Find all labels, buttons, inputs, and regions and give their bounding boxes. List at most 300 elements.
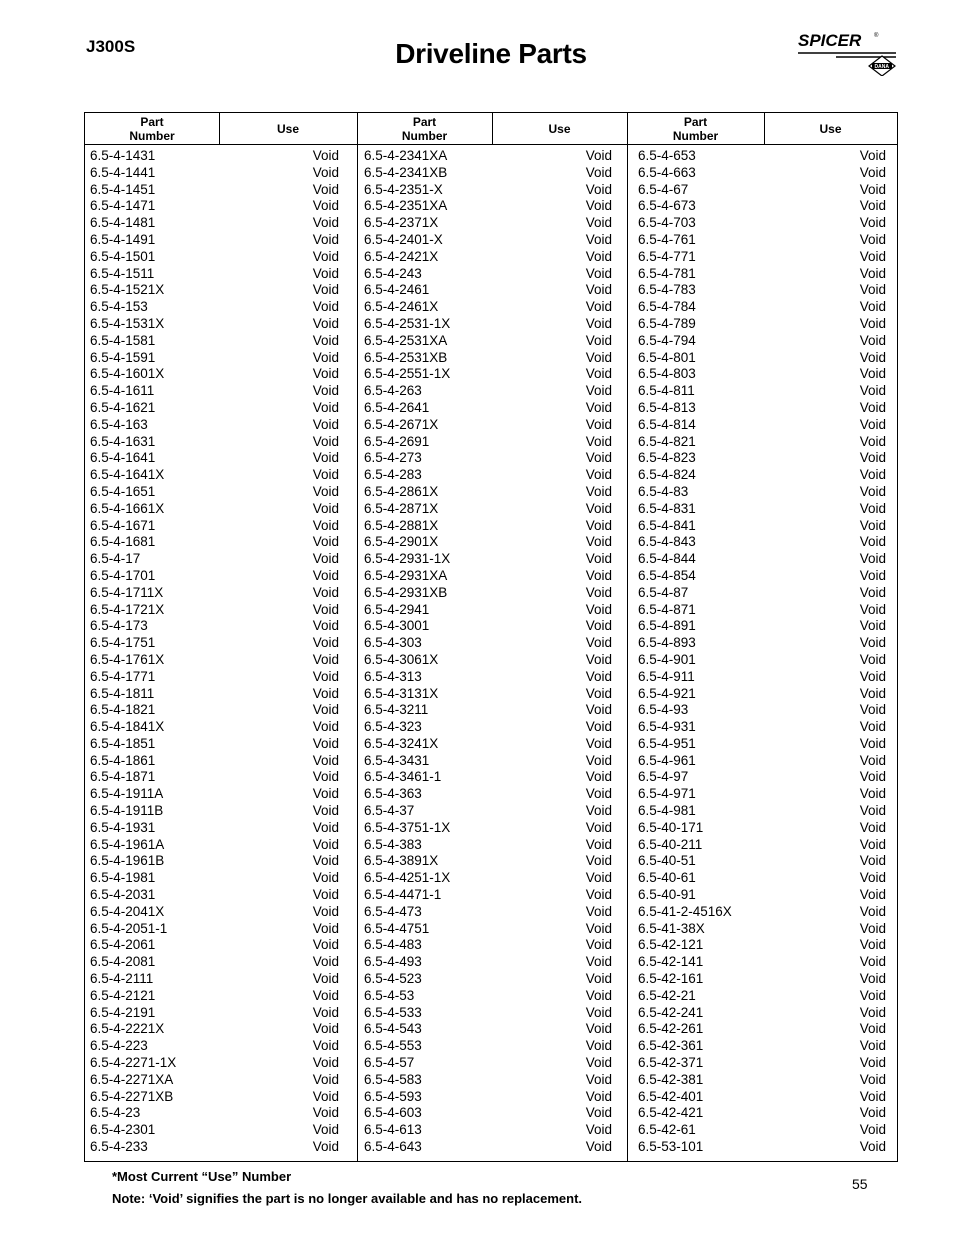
table-row (364, 988, 612, 1005)
use-value: Void (859, 786, 886, 802)
part-number: 6.5-42-241 (638, 1004, 704, 1020)
use-value: Void (312, 433, 339, 449)
use-value: Void (859, 517, 886, 533)
use-value: Void (859, 1088, 886, 1104)
header-part-number-2: Part Number (401, 114, 448, 143)
table-row (90, 669, 339, 686)
table-row (364, 534, 612, 551)
part-number: 6.5-41-38X (638, 920, 705, 936)
use-value: Void (585, 1004, 612, 1020)
part-number: 6.5-4-1601X (90, 366, 165, 382)
table-row (638, 618, 886, 635)
part-number: 6.5-4-653 (638, 148, 696, 163)
table-row (638, 853, 886, 870)
table-row (90, 467, 339, 484)
use-value: Void (859, 282, 886, 298)
part-number: 6.5-4-1851 (90, 735, 156, 751)
svg-text:SPICER: SPICER (798, 31, 862, 50)
table-row (90, 299, 339, 316)
part-number: 6.5-4-1481 (90, 215, 156, 231)
use-value: Void (312, 954, 339, 970)
part-number: 6.5-4-2041X (90, 903, 165, 919)
table-row (638, 1021, 886, 1038)
table-row (90, 215, 339, 232)
use-value: Void (585, 383, 612, 399)
use-value: Void (312, 786, 339, 802)
use-value: Void (312, 383, 339, 399)
part-number: 6.5-4-843 (638, 534, 696, 550)
part-number: 6.5-4-613 (364, 1122, 422, 1138)
table-row (638, 333, 886, 350)
use-value: Void (312, 920, 339, 936)
use-value: Void (585, 853, 612, 869)
use-value: Void (859, 584, 886, 600)
table-row (638, 719, 886, 736)
table-row (364, 971, 612, 988)
table-row (364, 1005, 612, 1022)
use-value: Void (312, 399, 339, 415)
part-number: 6.5-4-4471-1 (364, 887, 442, 903)
table-row (638, 400, 886, 417)
table-row (364, 316, 612, 333)
use-value: Void (585, 735, 612, 751)
table-row (364, 266, 612, 283)
use-value: Void (585, 500, 612, 516)
part-number: 6.5-4-971 (638, 786, 696, 802)
part-number: 6.5-4-2111 (90, 971, 154, 987)
table-row (638, 434, 886, 451)
column-divider (627, 113, 628, 1161)
table-row (364, 635, 612, 652)
part-number: 6.5-4-3751-1X (364, 819, 451, 835)
use-value: Void (585, 1071, 612, 1087)
part-number: 6.5-4-363 (364, 786, 422, 802)
header-use-3: Use (819, 121, 842, 136)
table-row (638, 350, 886, 367)
use-value: Void (859, 635, 886, 651)
part-number: 6.5-40-61 (638, 870, 696, 886)
part-number: 6.5-4-3891X (364, 853, 439, 869)
table-row (364, 249, 612, 266)
use-value: Void (312, 450, 339, 466)
use-value: Void (585, 1038, 612, 1054)
use-value: Void (859, 836, 886, 852)
table-row (90, 702, 339, 719)
part-number: 6.5-4-931 (638, 719, 696, 735)
use-value: Void (859, 349, 886, 365)
table-row (90, 853, 339, 870)
use-value: Void (859, 383, 886, 399)
table-row (638, 182, 886, 199)
part-number: 6.5-4-1521X (90, 282, 165, 298)
part-number: 6.5-4-3431 (364, 752, 430, 768)
table-row (364, 148, 612, 165)
table-row (90, 887, 339, 904)
use-value: Void (585, 786, 612, 802)
table-row (364, 921, 612, 938)
table-row (364, 904, 612, 921)
part-number: 6.5-4-1621 (90, 399, 156, 415)
table-row (638, 316, 886, 333)
table-row (364, 501, 612, 518)
table-row (90, 1021, 339, 1038)
part-number: 6.5-42-261 (638, 1021, 704, 1037)
table-row (638, 736, 886, 753)
use-value: Void (585, 366, 612, 382)
table-row (638, 484, 886, 501)
table-row (90, 1122, 339, 1139)
table-row (638, 870, 886, 887)
use-value: Void (585, 584, 612, 600)
page-number: 55 (852, 1176, 868, 1192)
header-part-number-1: Part Number (129, 114, 175, 143)
use-value: Void (585, 299, 612, 315)
part-number: 6.5-40-211 (638, 836, 703, 852)
part-number: 6.5-4-951 (638, 735, 696, 751)
use-value: Void (859, 735, 886, 751)
table-row (638, 1005, 886, 1022)
use-value: Void (585, 635, 612, 651)
part-number: 6.5-4-1591 (90, 349, 156, 365)
table-row (90, 434, 339, 451)
table-row (364, 1021, 612, 1038)
table-row (90, 249, 339, 266)
use-value: Void (312, 971, 339, 987)
use-value: Void (312, 148, 339, 163)
header-divider (764, 113, 765, 144)
use-value: Void (585, 198, 612, 214)
part-number: 6.5-40-91 (638, 887, 696, 903)
part-number: 6.5-4-173 (90, 618, 148, 634)
table-row (638, 1038, 886, 1055)
part-number: 6.5-42-401 (638, 1088, 704, 1104)
use-value: Void (312, 987, 339, 1003)
use-value: Void (312, 601, 339, 617)
use-value: Void (859, 265, 886, 281)
part-number: 6.5-4-23 (90, 1105, 141, 1121)
table-row (364, 602, 612, 619)
use-value: Void (585, 282, 612, 298)
table-row (638, 1089, 886, 1106)
part-number: 6.5-4-383 (364, 836, 422, 852)
use-value: Void (585, 769, 612, 785)
part-number: 6.5-4-643 (364, 1139, 422, 1155)
use-value: Void (859, 1021, 886, 1037)
table-row (90, 686, 339, 703)
part-number: 6.5-4-961 (638, 752, 696, 768)
table-row (638, 467, 886, 484)
part-number: 6.5-4-1981 (90, 870, 156, 886)
part-number: 6.5-4-2221X (90, 1021, 165, 1037)
table-row (90, 585, 339, 602)
use-value: Void (312, 366, 339, 382)
part-number: 6.5-4-844 (638, 551, 696, 567)
use-value: Void (312, 1139, 339, 1155)
spicer-logo-icon (796, 28, 900, 76)
table-row (90, 333, 339, 350)
part-number: 6.5-4-673 (638, 198, 696, 214)
part-number: 6.5-4-1711X (90, 584, 164, 600)
part-number: 6.5-4-263 (364, 383, 422, 399)
part-number: 6.5-4-2371X (364, 215, 439, 231)
use-value: Void (312, 534, 339, 550)
table-row (638, 450, 886, 467)
use-value: Void (312, 870, 339, 886)
part-number: 6.5-4-2881X (364, 517, 439, 533)
part-number: 6.5-4-87 (638, 584, 689, 600)
part-number: 6.5-4-1961A (90, 836, 165, 852)
table-row (90, 1005, 339, 1022)
use-value: Void (859, 1122, 886, 1138)
table-row (638, 1139, 886, 1156)
table-row (90, 350, 339, 367)
use-value: Void (312, 315, 339, 331)
table-row (364, 232, 612, 249)
part-number: 6.5-40-171 (638, 819, 704, 835)
part-number: 6.5-4-2081 (90, 954, 156, 970)
part-number: 6.5-53-101 (638, 1139, 704, 1155)
use-value: Void (312, 651, 339, 667)
use-value: Void (859, 467, 886, 483)
use-value: Void (312, 265, 339, 281)
part-number: 6.5-4-811 (638, 383, 695, 399)
part-number: 6.5-4-901 (638, 651, 696, 667)
table-row (638, 887, 886, 904)
part-number: 6.5-4-553 (364, 1038, 422, 1054)
table-row (364, 702, 612, 719)
part-number: 6.5-4-831 (638, 500, 696, 516)
part-number: 6.5-4-703 (638, 215, 696, 231)
use-value: Void (585, 332, 612, 348)
part-number: 6.5-4-1431 (90, 148, 156, 163)
table-row (364, 282, 612, 299)
use-value: Void (585, 1088, 612, 1104)
use-value: Void (859, 164, 886, 180)
table-row (90, 232, 339, 249)
column-divider (357, 113, 358, 1161)
use-value: Void (312, 769, 339, 785)
part-number: 6.5-4-493 (364, 954, 422, 970)
part-number: 6.5-42-421 (638, 1105, 704, 1121)
table-row (638, 921, 886, 938)
part-number: 6.5-4-2401-X (364, 231, 443, 247)
part-number: 6.5-4-871 (638, 601, 696, 617)
table-row (90, 837, 339, 854)
header-part-number-3: Part Number (672, 114, 719, 143)
part-number: 6.5-4-233 (90, 1139, 148, 1155)
table-row (364, 198, 612, 215)
use-value: Void (312, 551, 339, 567)
part-number: 6.5-4-1471 (90, 198, 156, 214)
table-row (364, 1055, 612, 1072)
use-value: Void (859, 551, 886, 567)
use-value: Void (312, 584, 339, 600)
use-value: Void (859, 433, 886, 449)
part-number: 6.5-4-533 (364, 1004, 422, 1020)
part-number: 6.5-4-163 (90, 416, 148, 432)
part-number: 6.5-4-2641 (364, 399, 430, 415)
table-row (90, 266, 339, 283)
table-row (364, 954, 612, 971)
part-number: 6.5-4-2691 (364, 433, 430, 449)
part-number: 6.5-4-1721X (90, 601, 165, 617)
table-row (638, 904, 886, 921)
part-number: 6.5-4-1931 (90, 819, 156, 835)
table-row (364, 551, 612, 568)
part-number: 6.5-4-2551-1X (364, 366, 451, 382)
table-row (364, 786, 612, 803)
part-number: 6.5-41-2-4516X (638, 903, 732, 919)
table-row (638, 1122, 886, 1139)
use-value: Void (312, 1122, 339, 1138)
use-value: Void (312, 164, 339, 180)
part-number: 6.5-4-893 (638, 635, 696, 651)
use-value: Void (859, 920, 886, 936)
use-value: Void (859, 954, 886, 970)
part-number: 6.5-4-2271-1X (90, 1055, 177, 1071)
table-row (364, 803, 612, 820)
part-number: 6.5-4-473 (364, 903, 422, 919)
use-value: Void (859, 870, 886, 886)
table-row (638, 702, 886, 719)
table-row (638, 266, 886, 283)
part-number: 6.5-4-1661X (90, 500, 165, 516)
table-row (90, 450, 339, 467)
use-value: Void (585, 349, 612, 365)
part-number: 6.5-4-2871X (364, 500, 439, 516)
use-value: Void (859, 651, 886, 667)
part-number: 6.5-4-663 (638, 164, 696, 180)
table-row (638, 501, 886, 518)
use-value: Void (585, 483, 612, 499)
use-value: Void (312, 819, 339, 835)
part-number: 6.5-4-2341XA (364, 148, 448, 163)
table-row (90, 148, 339, 165)
table-row (364, 769, 612, 786)
use-value: Void (859, 399, 886, 415)
part-number: 6.5-4-2061 (90, 937, 156, 953)
use-value: Void (312, 467, 339, 483)
part-number: 6.5-4-93 (638, 702, 689, 718)
part-number: 6.5-40-51 (638, 853, 696, 869)
part-number: 6.5-4-813 (638, 399, 696, 415)
use-value: Void (312, 887, 339, 903)
table-row (364, 887, 612, 904)
footer-note-void: Note: ‘Void’ signifies the part is no longer available and has no replacement. (112, 1191, 583, 1206)
table-row (90, 484, 339, 501)
use-value: Void (859, 198, 886, 214)
use-value: Void (312, 702, 339, 718)
part-number: 6.5-4-153 (90, 299, 148, 315)
part-number: 6.5-4-283 (364, 467, 422, 483)
table-row (638, 534, 886, 551)
part-number: 6.5-4-1501 (90, 248, 156, 264)
part-number: 6.5-4-3001 (364, 618, 430, 634)
part-number: 6.5-4-823 (638, 450, 696, 466)
table-row (638, 769, 886, 786)
part-number: 6.5-4-2351XA (364, 198, 448, 214)
use-value: Void (312, 500, 339, 516)
table-row (364, 820, 612, 837)
use-value: Void (585, 315, 612, 331)
table-row (364, 937, 612, 954)
parts-table (84, 112, 898, 1162)
part-number: 6.5-4-854 (638, 567, 696, 583)
part-number: 6.5-4-891 (638, 618, 696, 634)
table-row (638, 602, 886, 619)
parts-column-1 (90, 148, 339, 1156)
use-value: Void (585, 819, 612, 835)
part-number: 6.5-4-1821 (90, 702, 156, 718)
use-value: Void (585, 954, 612, 970)
table-row (638, 568, 886, 585)
use-value: Void (312, 719, 339, 735)
use-value: Void (859, 215, 886, 231)
part-number: 6.5-4-243 (364, 265, 422, 281)
use-value: Void (312, 903, 339, 919)
part-number: 6.5-42-371 (638, 1055, 704, 1071)
table-row (364, 1072, 612, 1089)
part-number: 6.5-42-361 (638, 1038, 704, 1054)
part-number: 6.5-4-323 (364, 719, 422, 735)
use-value: Void (859, 887, 886, 903)
table-row (90, 971, 339, 988)
use-value: Void (859, 299, 886, 315)
table-row (364, 753, 612, 770)
table-row (90, 618, 339, 635)
use-value: Void (859, 1004, 886, 1020)
footer-note-current: *Most Current “Use” Number (112, 1169, 292, 1184)
use-value: Void (585, 752, 612, 768)
part-number: 6.5-4-1811 (90, 685, 155, 701)
table-row (638, 686, 886, 703)
part-number: 6.5-4-3211 (364, 702, 429, 718)
table-row (364, 719, 612, 736)
part-number: 6.5-4-2461 (364, 282, 430, 298)
table-row (90, 551, 339, 568)
part-number: 6.5-4-783 (638, 282, 696, 298)
table-row (638, 366, 886, 383)
use-value: Void (585, 601, 612, 617)
part-number: 6.5-4-1841X (90, 719, 165, 735)
table-row (638, 1055, 886, 1072)
table-row (638, 803, 886, 820)
table-row (90, 282, 339, 299)
use-value: Void (312, 803, 339, 819)
use-value: Void (312, 668, 339, 684)
use-value: Void (859, 231, 886, 247)
part-number: 6.5-4-2931XA (364, 567, 448, 583)
header-divider (492, 113, 493, 144)
part-number: 6.5-4-2271XB (90, 1088, 174, 1104)
table-row (638, 786, 886, 803)
part-number: 6.5-4-841 (638, 517, 696, 533)
part-number: 6.5-4-3241X (364, 735, 439, 751)
table-row (638, 988, 886, 1005)
table-row (638, 249, 886, 266)
table-row (90, 736, 339, 753)
use-value: Void (859, 181, 886, 197)
part-number: 6.5-4-1511 (90, 265, 155, 281)
table-row (638, 669, 886, 686)
part-number: 6.5-42-381 (638, 1071, 704, 1087)
use-value: Void (585, 651, 612, 667)
part-number: 6.5-4-223 (90, 1038, 148, 1054)
part-number: 6.5-4-2671X (364, 416, 439, 432)
table-row (638, 232, 886, 249)
part-number: 6.5-4-1911B (90, 803, 164, 819)
use-value: Void (585, 668, 612, 684)
